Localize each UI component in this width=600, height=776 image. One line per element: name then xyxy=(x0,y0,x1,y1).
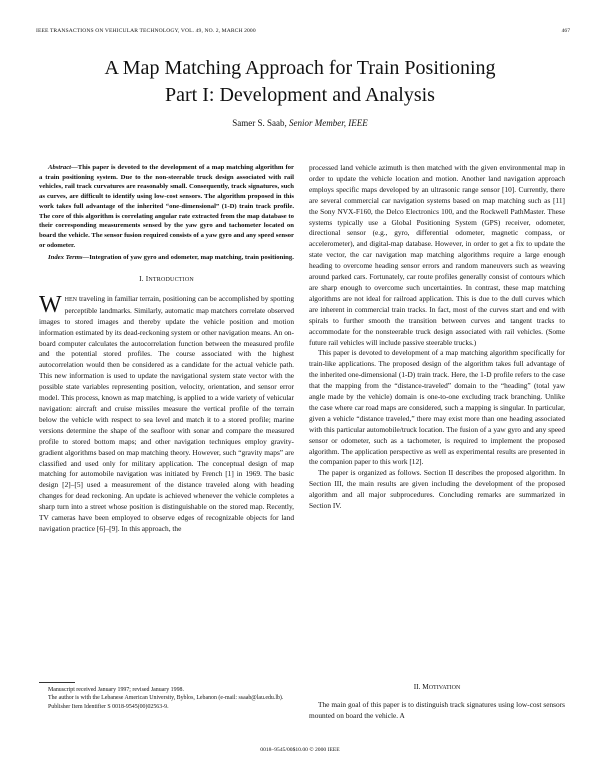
footnote-affiliation: The author is with the Lebanese American University, Byblos, Lebanon (e-mail: ssaab@lau.edu.lb). xyxy=(48,695,284,702)
index-terms-text: Integration of yaw gyro and odometer, map matching, train positioning. xyxy=(89,254,294,262)
running-header: IEEE TRANSACTIONS ON VEHICULAR TECHNOLOGY, VOL. 49, NO. 2, MARCH 2000 xyxy=(36,28,256,34)
paper-title xyxy=(0,55,600,109)
author-line xyxy=(0,118,600,128)
section-heading-motivation xyxy=(309,682,565,691)
right-paragraph-3: The paper is organized as follows. Section II describes the proposed algorithm. In Section III, the main results are given including the development of the proposed algorithm and all major subprocedures. Concluding remarks are summarized in Section IV. xyxy=(309,468,565,511)
section-title-initial: I xyxy=(145,274,149,284)
first-word-rest: HEN xyxy=(64,296,77,303)
intro-paragraph xyxy=(39,291,294,535)
left-column xyxy=(39,163,294,535)
index-terms xyxy=(39,253,294,263)
title-line-1: A Map Matching Approach for Train Positioning xyxy=(104,57,496,79)
page-number: 467 xyxy=(561,28,570,34)
section-title-rest: OTIVATION xyxy=(428,685,461,691)
section-heading-introduction xyxy=(39,274,294,286)
right-paragraph-2: This paper is devoted to development of a map matching algorithm specifically for train-like applications. The proposed design of the algorithm takes full advantage of the inherited one-dimensional (1-D) train track. Here, the 1-D profile refers to the case that the mapping from the “distance-traveled” domain to the “heading” (total yaw angle made by the vehicle) domain is one-to-one excluding track branching. Unlike the case where car road maps are considered, such a mapping is singular. In particular, given a vehicle “distance traveled,” there may exist more than one heading associated with this particular automobile/truck location. The fusion of a yaw gyro and any speed sensor or odometer, such as a tachometer, is required to implement the proposed algorithm. The application perspective as well as experimental results are presented in the companion paper to this work [12]. xyxy=(309,348,565,467)
copyright-footer: 0018–9545/00$10.00 © 2000 IEEE xyxy=(260,747,340,753)
intro-text: traveling in familiar terrain, positioning can be accomplished by spotting perceptible landmarks. Similarly, automatic map matchers correlate observed images to stored images and thereby update the vehicle position and motion information estimated by its dead-reckoning system or other navigation means. An on-board computer calculates the autocorrelation function between the measured profile and the potential stored profiles. The course associated with the highest autocorrelation would then be considered as a candidate for the actual vehicle path. This new information is used to update the navigational system state vector with the possible state variables representing position, velocity, orientation, and sensor error model. This process, known as map matching, is applied to a wide variety of vehicular navigation: aircraft and cruise missiles measure the vertical profile of the terrain below the vehicle with respect to sea level and match it to a stored profile; marine versions determine the shape of the seafloor with sonar and compare the measured profile to stored bottom maps; and other navigation techniques employ gravity-gradient algorithms based on map matching theory. However, such “gravity maps” are classified and used only for military application. The conceptual design of map matching for automobile navigation was initiated by French [1] in 1969. The basic design [2]–[5] used a measurement of the distance traveled along with heading changes for dead reckoning. An update is achieved whenever the vehicle completes a sharp turn into a street whose position is distinguishable on the stored map. Recently, TV cameras have been employed to observe edges of recognizable objects for land navigation practice [6]–[9]. In this approach, the xyxy=(39,293,294,533)
footnote-manuscript: Manuscript received January 1997; revised January 1998. xyxy=(48,687,184,693)
index-terms-label: Index Terms— xyxy=(48,254,90,262)
right-paragraph-1: processed land vehicle azimuth is then matched with the given environmental map in order to update the vehicle location and motion. Another land navigation approach employs specific maps developed by an ultrasonic range sensor [10]. Currently, there are several commercial car navigation systems based on map matching such as [11] the Sony NVX-F160, the Delco Electronics 100, and the Rockwell PathMaster. These systems typically use a Global Positioning System (GPS) receiver, odometer, directional sensor (e.g., gyro, differential odometer, magnetic compass, or accelerometer), and digital-map database. However, in order to get a fix to update the state vector, the car navigation map matching algorithms require a large enough heading to overcome heading sensor errors and random maneuvers such as weaving around parked cars. Fortunately, car route profiles generally consist of contours which are sharp enough to overcome such uncertainties. In contrast, these map matching algorithms are not ideal for railroad application. This is due to the dull curves which are inherent in commercial train tracks. In fact, most of the curves start and end with spirals to further smooth the transition between curves and tangent tracks to accommodate for the nonsteerable truck design associated with rail vehicles. (Some future rail vehicles will include passive steerable trucks.) xyxy=(309,163,565,347)
author-role: Senior Member, IEEE xyxy=(289,118,368,128)
footnotes xyxy=(39,686,297,711)
footnote-rule xyxy=(39,682,75,683)
title-line-2: Part I: Development and Analysis xyxy=(165,84,435,106)
author-name: Samer S. Saab, xyxy=(232,118,287,128)
section-title-initial: M xyxy=(422,682,429,691)
motivation-paragraph: The main goal of this paper is to distinguish track signatures using low-cost sensors mounted on board the vehicle. A xyxy=(309,700,565,720)
abstract-text: This paper is devoted to the development of a map matching algorithm for a train positioning system. Due to the non-steerable truck design associated with rail vehicles, rail track curvatures are reasonably small. Consequently, track signatures, such as curves, are difficult to identify using low-cost sensors. The algorithm proposed in this work takes full advantage of the inherited “one-dimensional” (1-D) train track profile. The core of this algorithm is correlating angular rate extracted from the map database to their corresponding measurements sensed by the yaw gyro and tachometer located on board the vehicle. The sensor fusion required consists of a yaw gyro and any speed sensor or odometer. xyxy=(39,164,294,249)
section-numeral: II. xyxy=(413,682,421,691)
right-column xyxy=(309,163,565,512)
section-numeral: I. xyxy=(139,274,144,284)
section-title-rest: NTRODUCTION xyxy=(148,277,194,284)
abstract-label: Abstract— xyxy=(48,164,78,171)
drop-cap: W xyxy=(39,291,62,318)
abstract xyxy=(39,163,294,250)
footnote-identifier: Publisher Item Identifier S 0018-9545(00)02563-9. xyxy=(48,703,169,710)
